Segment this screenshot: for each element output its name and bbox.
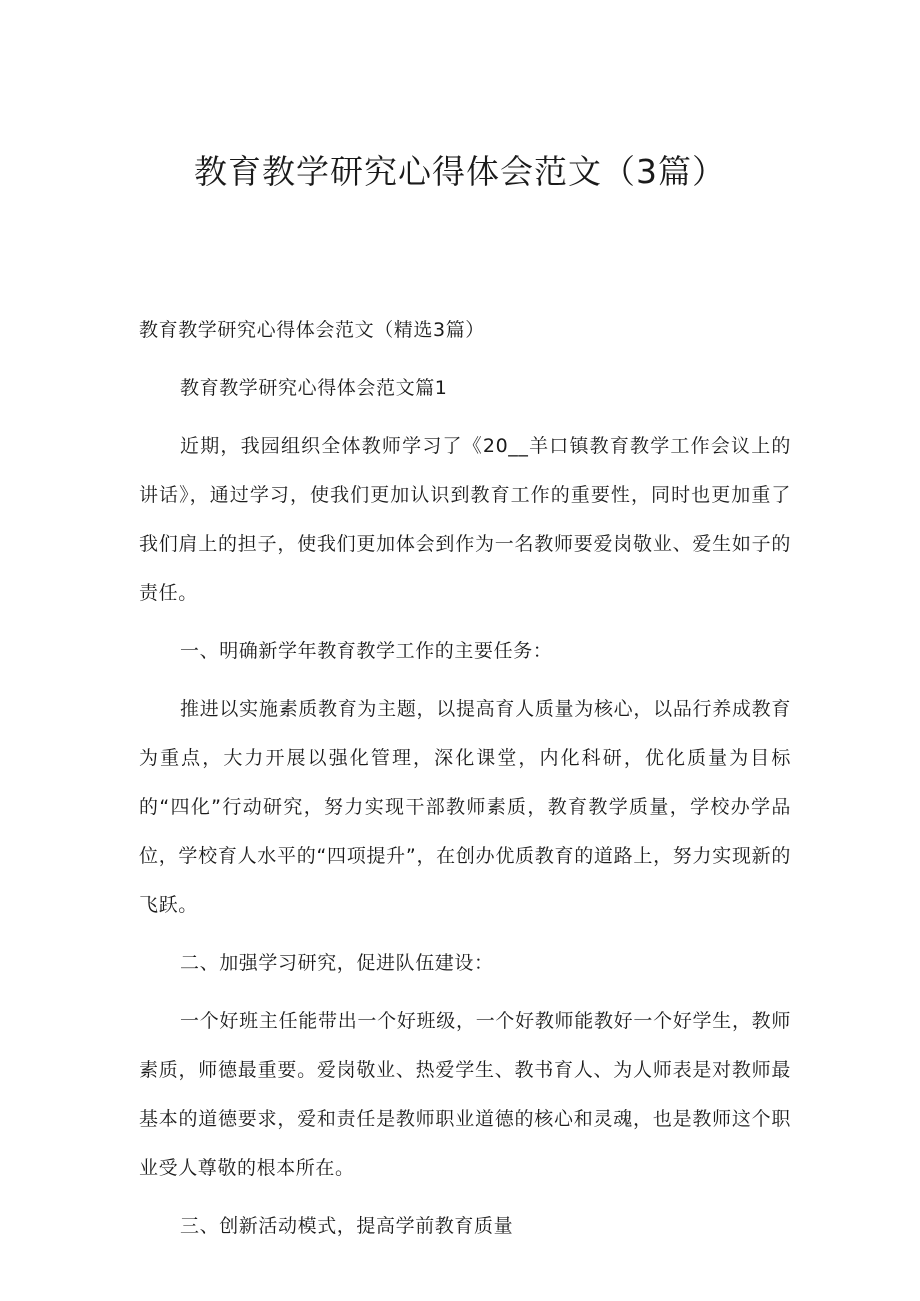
paragraph-heading-3: 三、创新活动模式，提高学前教育质量 [180,1215,514,1237]
paragraph-heading-2: 二、加强学习研究，促进队伍建设： [180,952,494,974]
document-title: 教育教学研究心得体会范文（3篇） [194,152,726,191]
paragraph-body-1: 推进以实施素质教育为主题，以提高育人质量为核心，以品行养成教育为重点，大力开展以强化管理，深化课堂，内化科研，优化质量为目标的“四化”行动研究，努力实现干部教师素质，教育教学质量，学校办学品位，学校育人水平的“四项提升”，在创办优质教育的道路上，努力实现新的飞跃。 [139,698,791,916]
paragraph-section-heading: 教育教学研究心得体会范文篇1 [180,377,448,399]
paragraph-body-2: 一个好班主任能带出一个好班级，一个好教师能教好一个好学生，教师素质，师德最重要。爱岗敬业、热爱学生、教书育人、为人师表是对教师最基本的道德要求，爱和责任是教师职业道德的核心和灵魂，也是教师这个职业受人尊敬的根本所在。 [139,1010,791,1179]
paragraph-heading-1: 一、明确新学年教育教学工作的主要任务： [180,640,553,662]
document-body [139,306,791,1251]
paragraph-intro: 近期，我园组织全体教师学习了《20__羊口镇教育教学工作会议上的讲话》，通过学习，使我们更加认识到教育工作的重要性，同时也更加重了我们肩上的担子，使我们更加体会到作为一名教师要爱岗敬业、爱生如子的责任。 [139,435,791,604]
paragraph-subtitle: 教育教学研究心得体会范文（精选3篇） [139,319,485,341]
